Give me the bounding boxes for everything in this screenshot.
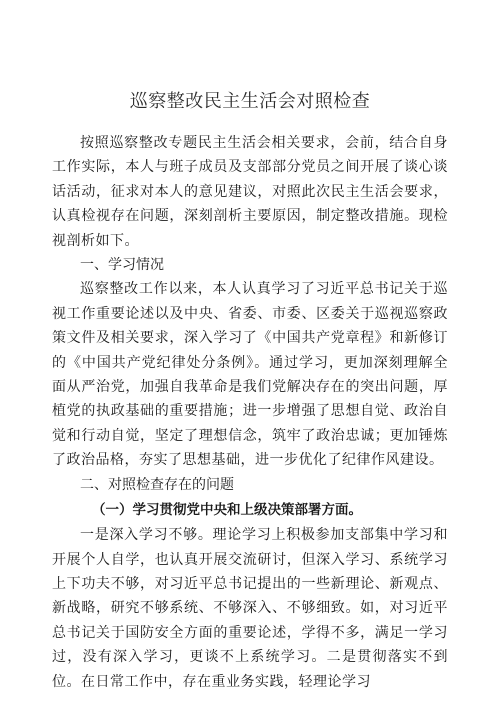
section-1-body: 巡察整改工作以来，本人认真学习了习近平总书记关于巡视工作重要论述以及中央、省委、市委、区委关于巡视巡察政策文件及相关要求，深入学习了《中国共产党章程》和新修订的《中国共产党纪律处分条例》。通过学习，更加深刻理解全面从严治党，加强自我革命是我们党解决存在的突出问题，厚植党的执政基础的重要措施；进一步增强了思想自觉、政治自觉和行动自觉，坚定了理想信念，筑牢了政治忠诚；更加锤炼了政治品格，夯实了思想基础，进一步优化了纪律作风建设。 <box>52 281 448 469</box>
section-2-sub-1-heading: （一）学习贯彻党中央和上级决策部署方面。 <box>92 502 362 519</box>
section-2-sub-1-body: 一是深入学习不够。理论学习上积极参加支部集中学习和开展个人自学，也认真开展交流研讨，但深入学习、系统学习上下功夫不够，对习近平总书记提出的一些新理论、新观点、新战略，研究不够系统、不够深入、不够细致。如，对习近平总书记关于国防安全方面的重要论述，学得不多，满足一学习过，没有深入学习，更谈不上系统学习。二是贯彻落实不到位。在日常工作中，存在重业务实践，轻理论学习 <box>52 527 448 690</box>
document-title: 巡察整改民主生活会对照检查 <box>129 91 371 112</box>
intro-paragraph: 按照巡察整改专题民主生活会相关要求，会前，结合自身工作实际，本人与班子成员及支部部分党员之间开展了谈心谈话活动，征求对本人的意见建议，对照此次民主生活会要求，认真检视存在问题，深刻剖析主要原因，制定整改措施。现检视剖析如下。 <box>52 135 448 249</box>
section-1-heading: 一、学习情况 <box>80 257 164 274</box>
section-2-heading: 二、对照检查存在的问题 <box>80 476 234 493</box>
